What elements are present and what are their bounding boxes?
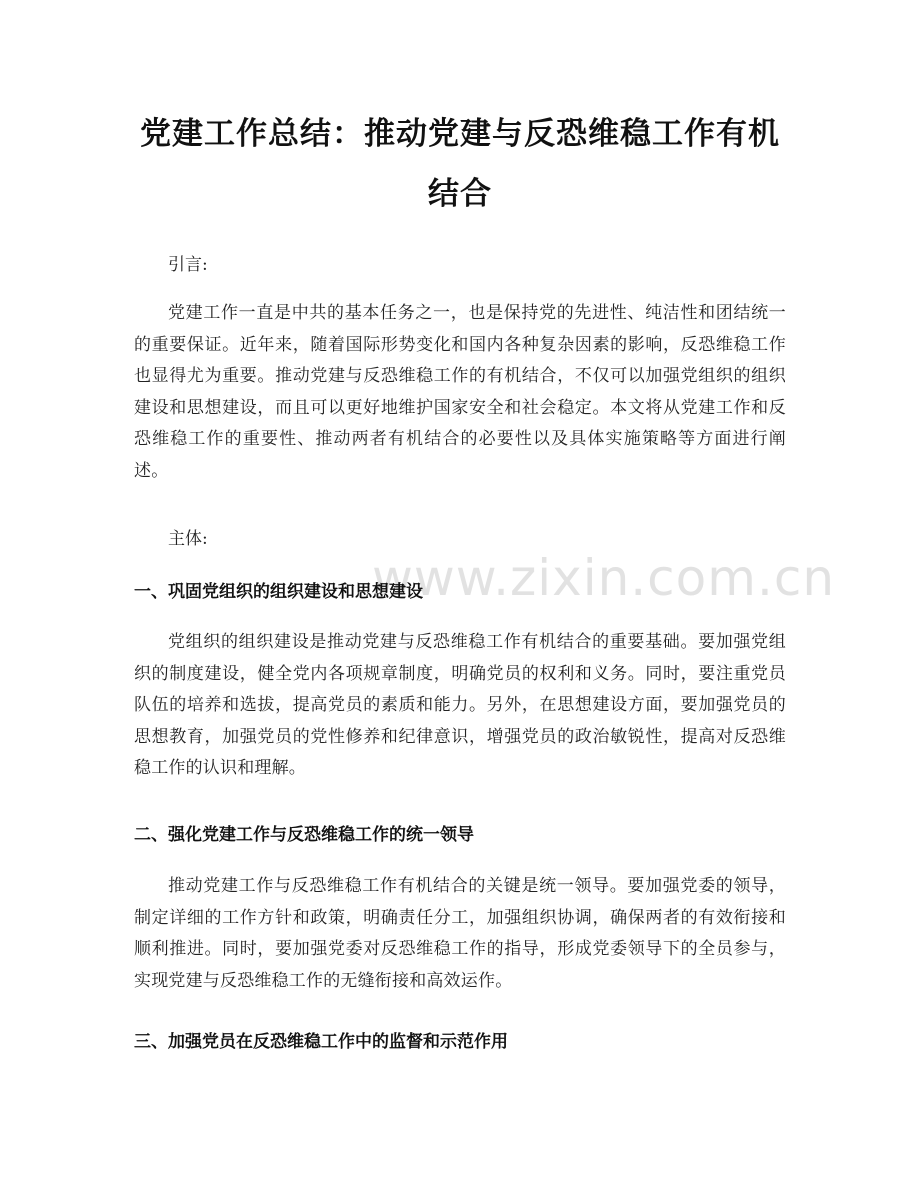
document-title: 党建工作总结：推动党建与反恐维稳工作有机结合: [140, 116, 780, 212]
section-heading-2: 二、强化党建工作与反恐维稳工作的统一领导: [134, 825, 474, 845]
body-label: 主体:: [168, 529, 208, 549]
section-paragraph-1: 党组织的组织建设是推动党建与反恐维稳工作有机结合的重要基础。要加强党组织的制度建设，健全党内各项规章制度，明确党员的权利和义务。同时，要注重党员队伍的培养和选拔，提高党员的素质和能力。另外，在思想建设方面，要加强党员的思想教育，加强党员的党性修养和纪律意识，增强党员的政治敏锐性，提高对反恐维稳工作的认识和理解。: [134, 632, 786, 779]
intro-label: 引言:: [168, 255, 208, 275]
section-heading-1: 一、巩固党组织的组织建设和思想建设: [134, 582, 423, 602]
intro-paragraph: 党建工作一直是中共的基本任务之一，也是保持党的先进性、纯洁性和团结统一的重要保证。近年来，随着国际形势变化和国内各种复杂因素的影响，反恐维稳工作也显得尤为重要。推动党建与反恐维稳工作的有机结合，不仅可以加强党组织的组织建设和思想建设，而且可以更好地维护国家安全和社会稳定。本文将从党建工作和反恐维稳工作的重要性、推动两者有机结合的必要性以及具体实施策略等方面进行阐述。: [134, 303, 786, 481]
section-paragraph-2: 推动党建工作与反恐维稳工作有机结合的关键是统一领导。要加强党委的领导，制定详细的工作方针和政策，明确责任分工，加强组织协调，确保两者的有效衔接和顺利推进。同时，要加强党委对反恐维稳工作的指导，形成党委领导下的全员参与，实现党建与反恐维稳工作的无缝衔接和高效运作。: [134, 876, 786, 991]
section-heading-3: 三、加强党员在反恐维稳工作中的监督和示范作用: [134, 1032, 508, 1052]
watermark: www.zixin.com.cn: [372, 549, 836, 607]
